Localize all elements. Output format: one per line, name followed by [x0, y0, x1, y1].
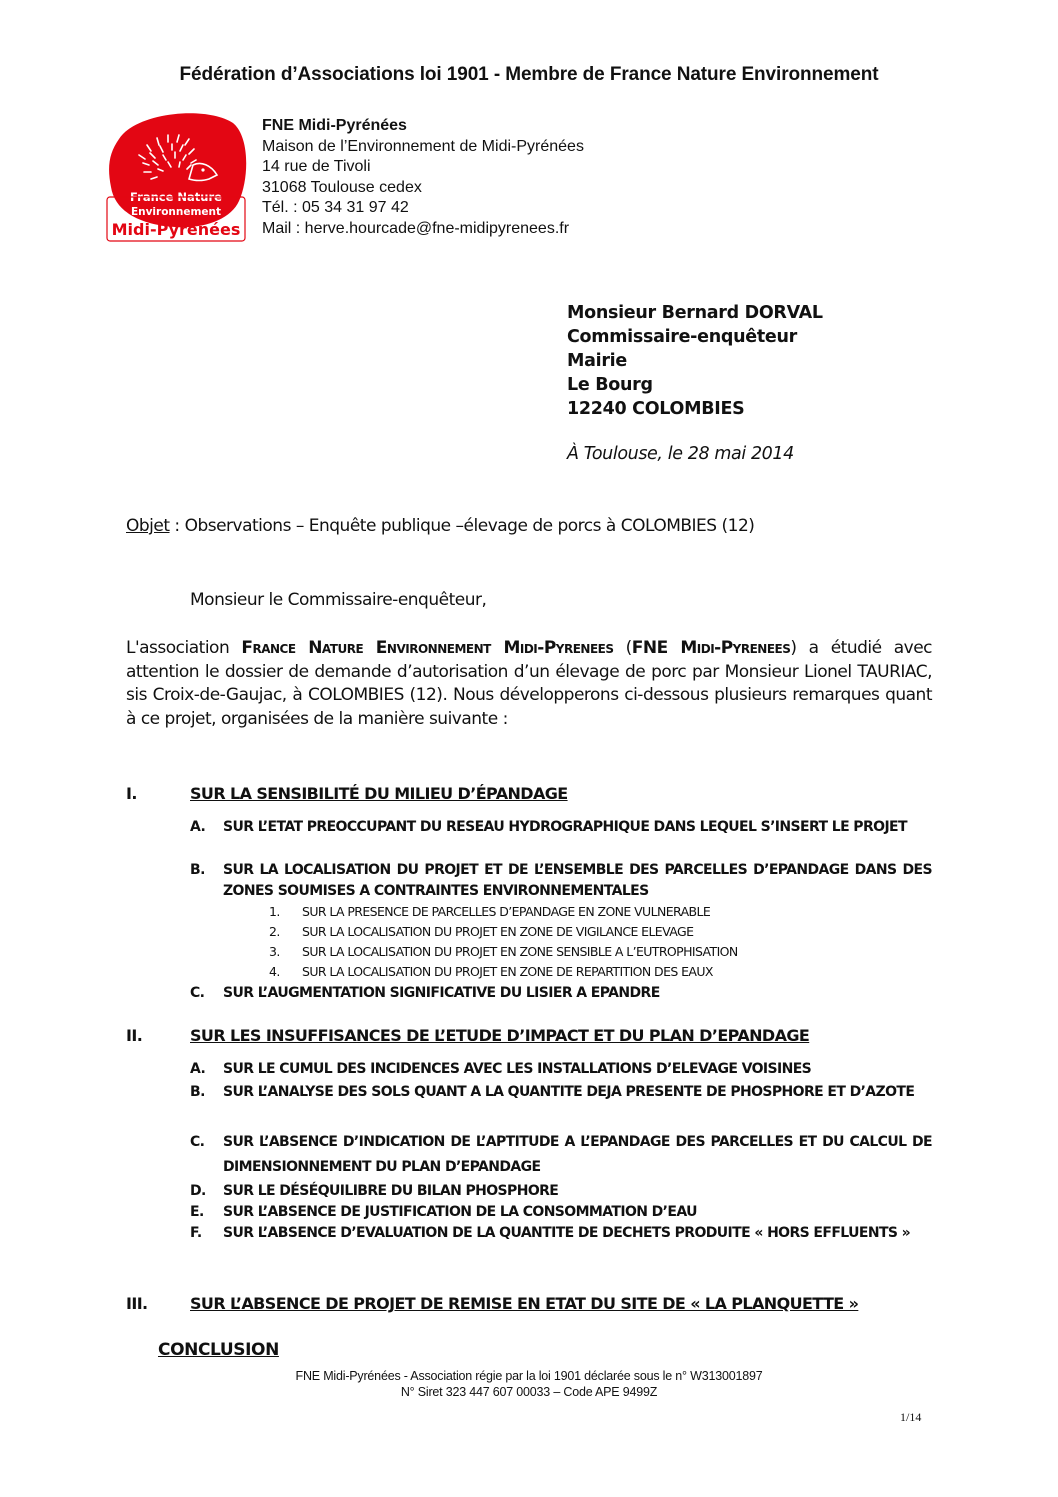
outline-item: F. SUR L’ABSENCE D’EVALUATION DE LA QUANTITE DE DECHETS PRODUITE « HORS EFFLUENTS »: [190, 1225, 911, 1241]
outline-subitem: 4. SUR LA LOCALISATION DU PROJET EN ZONE DE REPARTITION DES EAUX: [269, 964, 713, 979]
subject-text: : Observations – Enquête publique –élevage de porcs à COLOMBIES (12): [169, 516, 755, 536]
outline-subitem: 3. SUR LA LOCALISATION DU PROJET EN ZONE SENSIBLE A L’EUTROPHISATION: [269, 944, 738, 959]
intro-paragraph: L'association France Nature Environnement Midi-Pyrenees (FNE Midi-Pyrenees) a étudié avec attention le dossier de demande d’autorisation d’un élevage de porc par Monsieur Lionel TAURIAC, sis Croix-de-Gaujac, à COLOMBIES (12). Nous développerons ci-dessous plusieurs remarques quant à ce projet, organisées de la manière suivante :: [126, 638, 932, 729]
sender-address: [262, 116, 584, 239]
org-name-short: FNE Midi-Pyrenees: [631, 638, 791, 658]
sender-name: FNE Midi-Pyrénées: [262, 117, 407, 134]
page-footer: [0, 1368, 1058, 1400]
outline-item: C. SUR L’AUGMENTATION SIGNIFICATIVE DU LISIER A EPANDRE: [190, 985, 660, 1001]
outline-item: A. SUR L’ETAT PREOCCUPANT DU RESEAU HYDROGRAPHIQUE DANS LEQUEL S’INSERT LE PROJET: [190, 819, 907, 835]
subject-label: Objet: [126, 516, 170, 536]
letter-date: À Toulouse, le 28 mai 2014: [567, 444, 794, 464]
footer-line: N° Siret 323 447 607 00033 – Code APE 9499Z: [400, 1385, 658, 1399]
outline-subitem: 2. SUR LA LOCALISATION DU PROJET EN ZONE DE VIGILANCE ELEVAGE: [269, 924, 694, 939]
subject-line: [126, 516, 754, 536]
outline-subitem: 1. SUR LA PRESENCE DE PARCELLES D’EPANDAGE EN ZONE VULNERABLE: [269, 904, 711, 919]
section-heading: II. SUR LES INSUFFISANCES DE L’ETUDE D’IMPACT ET DU PLAN D’EPANDAGE: [126, 1026, 810, 1045]
outline-item: E. SUR L’ABSENCE DE JUSTIFICATION DE LA CONSOMMATION D’EAU: [190, 1204, 697, 1220]
page-number: 1/14: [900, 1410, 922, 1424]
svg-text:Midi-Pyrénées: Midi-Pyrénées: [111, 220, 241, 239]
recipient-line: Mairie: [567, 351, 627, 371]
conclusion-heading: CONCLUSION: [158, 1340, 279, 1360]
outline-item: B. SUR LA LOCALISATION DU PROJET ET DE L’ENSEMBLE DES PARCELLES D’EPANDAGE DANS DES ZONES SOUMISES A CONTRAINTES ENVIRONNEMENTALES: [190, 862, 932, 899]
section-heading: I. SUR LA SENSIBILITÉ DU MILIEU D’ÉPANDAGE: [126, 784, 568, 803]
org-name-full: France Nature Environnement Midi-Pyrenees: [241, 638, 614, 658]
recipient-line: Commissaire-enquêteur: [567, 327, 797, 347]
hedgehog-icon: [105, 109, 247, 243]
sender-email: Mail : herve.hourcade@fne-midipyrenees.fr: [262, 219, 570, 237]
sender-line: Maison de l’Environnement de Midi-Pyrénées: [262, 137, 584, 155]
recipient-line: Le Bourg: [567, 375, 653, 395]
salutation: Monsieur le Commissaire-enquêteur,: [190, 590, 487, 610]
recipient-line: 12240 COLOMBIES: [567, 399, 745, 419]
section-heading: III. SUR L’ABSENCE DE PROJET DE REMISE EN ETAT DU SITE DE « LA PLANQUETTE »: [126, 1294, 859, 1313]
outline-item: A. SUR LE CUMUL DES INCIDENCES AVEC LES INSTALLATIONS D’ELEVAGE VOISINES: [190, 1061, 812, 1077]
fne-logo: [105, 109, 247, 243]
sender-phone: Tél. : 05 34 31 97 42: [262, 199, 409, 216]
recipient-line: Monsieur Bernard DORVAL: [567, 303, 823, 323]
recipient-address: [567, 301, 823, 421]
outline-item: C. SUR L’ABSENCE D’INDICATION DE L’APTITUDE A L’EPANDAGE DES PARCELLES ET DU CALCUL DE DIMENSIONNEMENT DU PLAN D’EPANDAGE: [190, 1134, 932, 1175]
outline-item: D. SUR LE DÉSÉQUILIBRE DU BILAN PHOSPHORE: [190, 1183, 559, 1199]
sender-line: 14 rue de Tivoli: [262, 158, 371, 175]
sender-line: 31068 Toulouse cedex: [262, 178, 422, 196]
svg-text:Environnement: Environnement: [130, 206, 222, 218]
outline-item: B. SUR L’ANALYSE DES SOLS QUANT A LA QUANTITE DEJA PRESENTE DE PHOSPHORE ET D’AZOTE: [190, 1084, 915, 1100]
svg-text:France Nature: France Nature: [130, 190, 222, 204]
federation-title: Fédération d’Associations loi 1901 - Membre de France Nature Environnement: [179, 64, 879, 85]
footer-line: FNE Midi-Pyrénées - Association régie par la loi 1901 déclarée sous le n° W313001897: [295, 1369, 763, 1383]
